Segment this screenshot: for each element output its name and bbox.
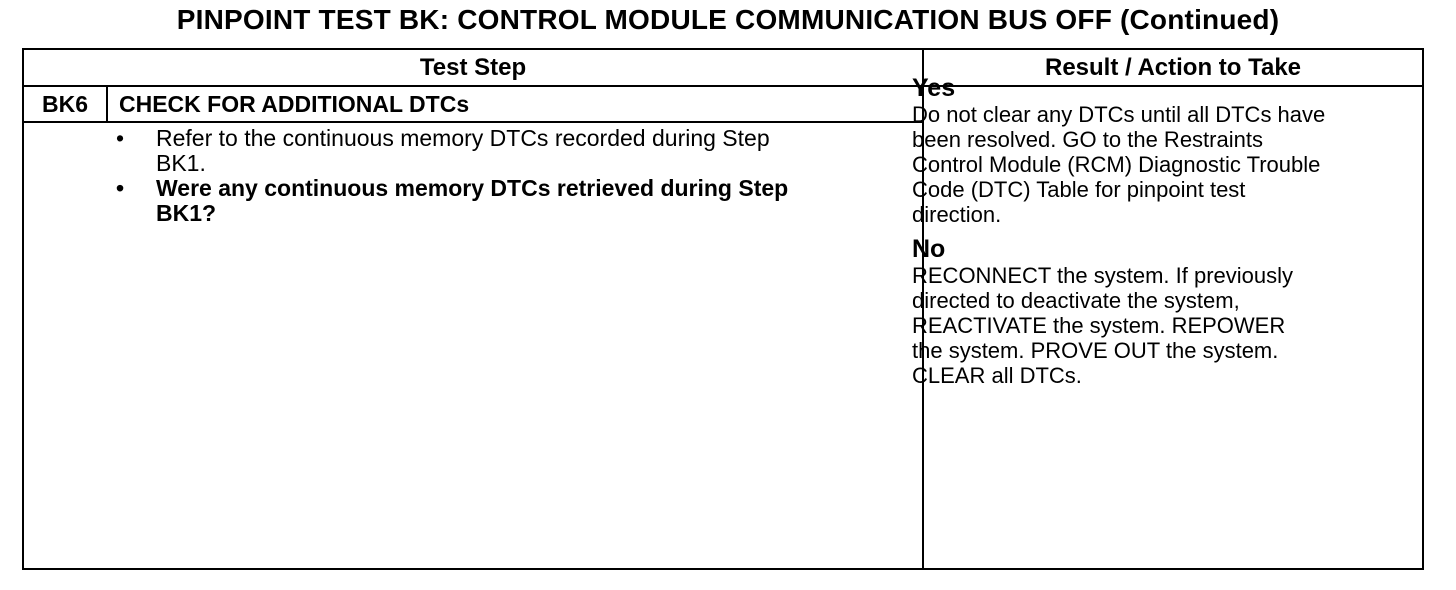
result-column [912, 74, 1396, 396]
result-text: RECONNECT the system. If previously directed to deactivate the system, REACTIVATE the system. REPOWER the system. PROVE OUT the system. CLEAR all DTCs. [912, 263, 1294, 388]
page-title: PINPOINT TEST BK: CONTROL MODULE COMMUNICATION BUS OFF (Continued) [176, 4, 1280, 35]
instruction-text: Refer to the continuous memory DTCs recorded during Step BK1. [156, 125, 770, 176]
step-title: CHECK FOR ADDITIONAL DTCs [119, 91, 470, 117]
result-label: No [912, 235, 946, 263]
bullet-icon: • [116, 175, 125, 201]
step-code: BK6 [41, 91, 88, 117]
result-yes [912, 74, 1396, 227]
header-test-step: Test Step [419, 54, 527, 81]
list-item [116, 176, 876, 226]
step-row-divider [24, 121, 922, 123]
header-result-action: Result / Action to Take [1044, 54, 1302, 81]
bullet-icon: • [116, 125, 125, 151]
step-code-divider [106, 87, 108, 121]
result-label: Yes [912, 74, 956, 102]
result-no [912, 235, 1396, 388]
step-instructions [116, 126, 876, 226]
result-text: Do not clear any DTCs until all DTCs have been resolved. GO to the Restraints Control Module (RCM) Diagnostic Trouble Code (DTC) Table for pinpoint test direction. [912, 102, 1326, 227]
list-item [116, 126, 876, 176]
question-text: Were any continuous memory DTCs retrieved during Step BK1? [156, 175, 789, 226]
